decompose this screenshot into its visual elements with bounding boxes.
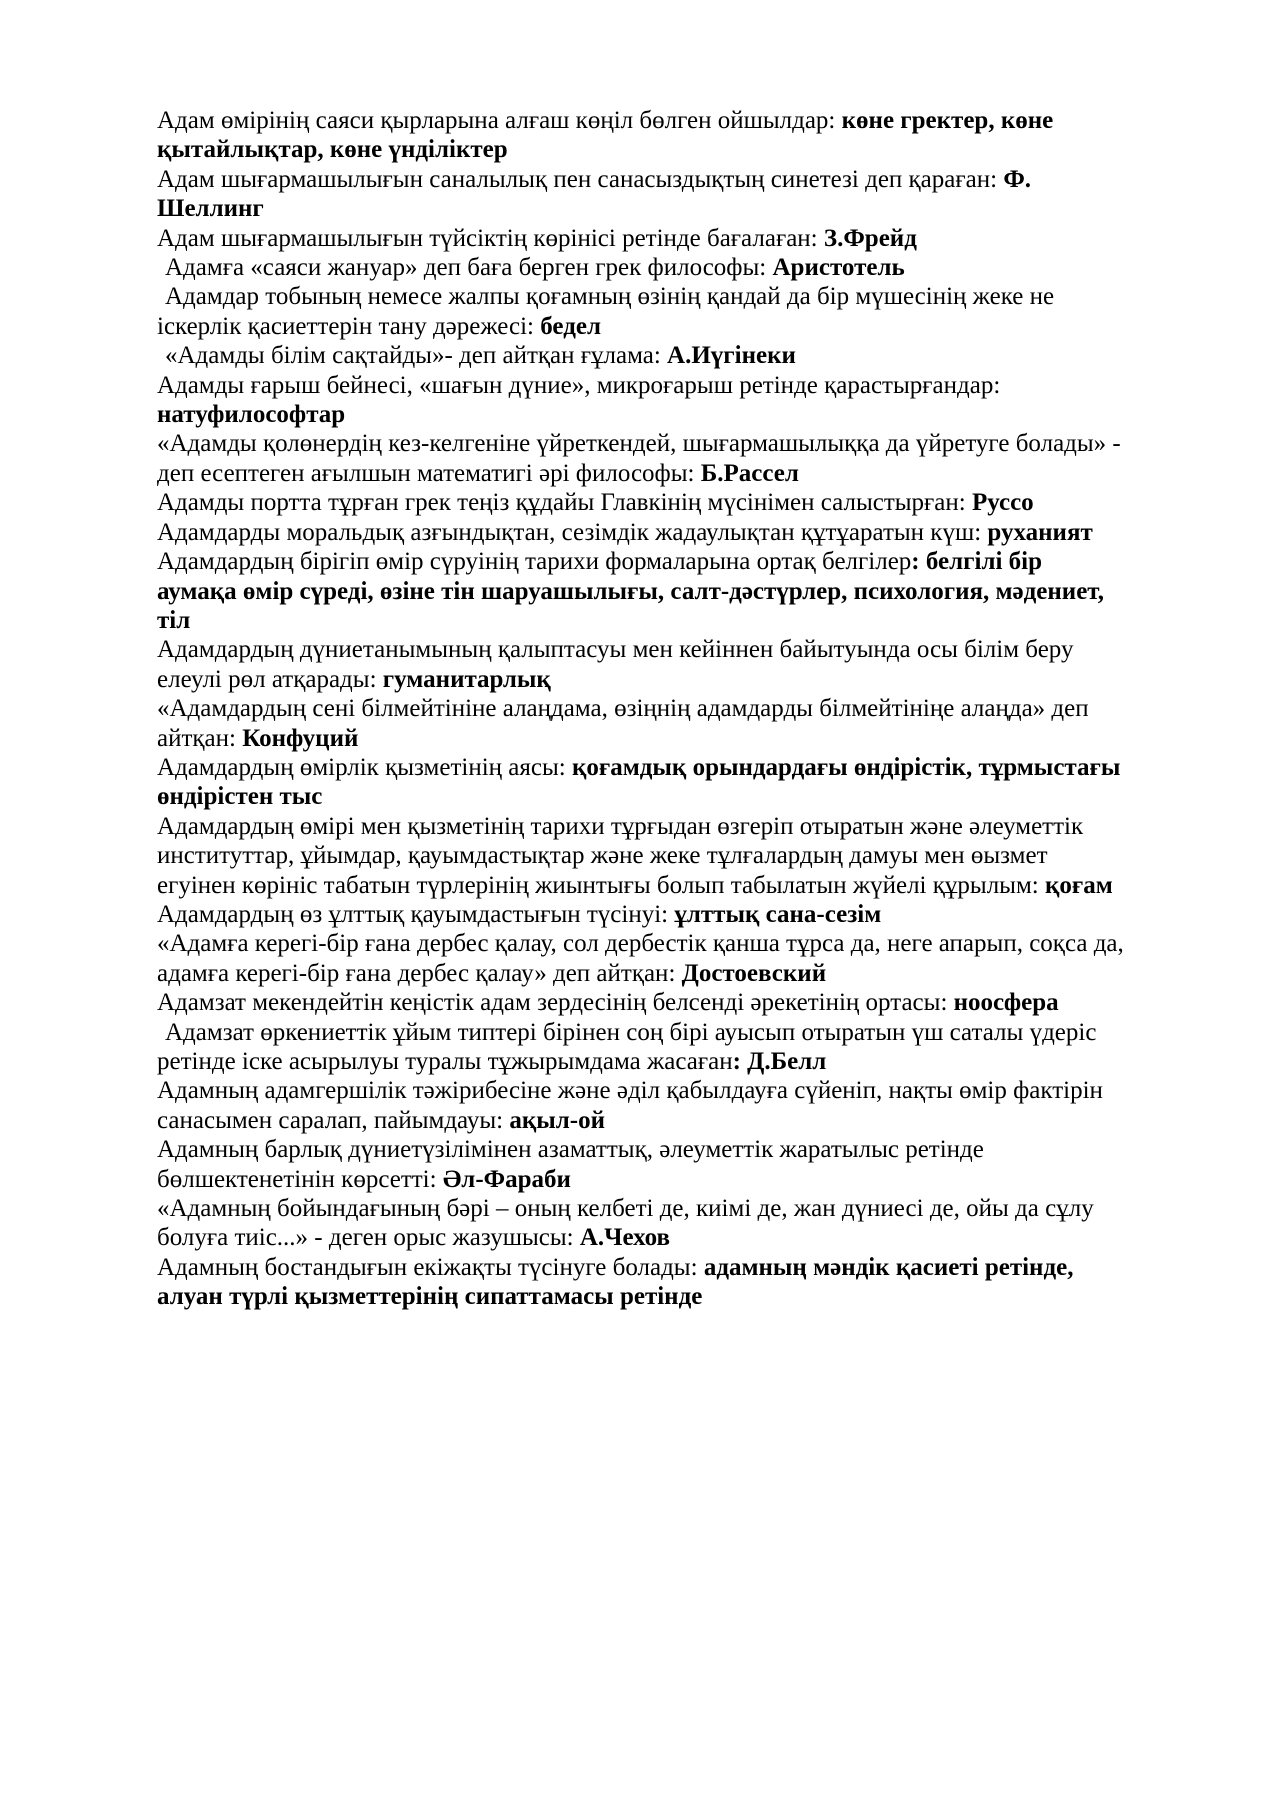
answer-text: А.Чехов bbox=[579, 1224, 671, 1252]
qa-entry bbox=[157, 1194, 1125, 1253]
question-text: Адамзат өркениеттік ұйым типтері бірінен соң бірі ауысып отыратын үш саталы үдеріс ретінде іске асырылуы туралы тұжырымдама жасаған bbox=[157, 1018, 1097, 1075]
question-text: Адам шығармашылығын түйсіктің көрінісі ретінде бағалаған: bbox=[157, 224, 824, 252]
document-text-block bbox=[157, 106, 1125, 1312]
answer-text: Б.Рассел bbox=[700, 459, 799, 487]
question-text: Адамның барлық дүниетүзілімінен азаматтық, әлеуметтік жаратылыс ретінде бөлшектенетінін көрсетті: bbox=[157, 1136, 984, 1193]
answer-text: қоғам bbox=[1045, 871, 1113, 899]
qa-entry bbox=[157, 165, 1125, 224]
question-text: Адамды ғарыш бейнесі, «шағын дүние», микроғарыш ретінде қарастырғандар: bbox=[157, 371, 1001, 399]
answer-text: : белгілі бір аумақа өмір сүреді, өзіне тін шаруашылығы, салт-дәстүрлер, психология, мәдениет, тіл bbox=[157, 548, 1104, 634]
qa-entry bbox=[157, 341, 1125, 370]
qa-entry bbox=[157, 900, 1125, 929]
answer-text: ақыл-ой bbox=[509, 1106, 606, 1134]
qa-entry bbox=[157, 253, 1125, 282]
qa-entry bbox=[157, 106, 1125, 165]
qa-entry bbox=[157, 518, 1125, 547]
qa-entry bbox=[157, 1135, 1125, 1194]
answer-text: Ф. Шеллинг bbox=[157, 165, 1032, 223]
qa-entry bbox=[157, 371, 1125, 430]
question-text: Адамдардың дүниетанымының қалыптасуы мен кейіннен байытуында осы білім беру елеулі рөл атқарады: bbox=[157, 636, 1074, 693]
question-text: Адамның адамгершілік тәжірибесіне және әділ қабылдауға сүйеніп, нақты өмір фактірін санасымен саралап, пайымдауы: bbox=[157, 1077, 1103, 1134]
answer-text: Аристотель bbox=[772, 254, 905, 282]
qa-entry bbox=[157, 282, 1125, 341]
question-text: Адам өмірінің саяси қырларына алғаш көңіл бөлген ойшылдар: bbox=[157, 107, 842, 134]
qa-entry bbox=[157, 753, 1125, 812]
question-text: «Адамға керегі-бір ғана дербес қалау, сол дербестік қанша тұрса да, неге апарып, соқса да, адамға керегі-бір ғана дербес қалау» деп айтқан: bbox=[157, 930, 1124, 987]
answer-text: А.Иүгінеки bbox=[667, 342, 796, 370]
answer-text: натуфилософтар bbox=[157, 401, 346, 429]
answer-text: бедел bbox=[540, 312, 601, 340]
question-text: Адамдарды моральдық азғындықтан, сезімдік жадаулықтан құтұаратын күш: bbox=[157, 518, 988, 546]
answer-text: З.Фрейд bbox=[823, 224, 917, 252]
qa-entry bbox=[157, 988, 1125, 1017]
answer-text: руханият bbox=[987, 518, 1093, 546]
qa-entry bbox=[157, 488, 1125, 517]
qa-entry bbox=[157, 812, 1125, 900]
answer-text: Конфуций bbox=[242, 724, 359, 752]
answer-text: ноосфера bbox=[953, 989, 1059, 1017]
answer-text: қоғамдық орындардағы өндірістік, тұрмыстағы өндірістен тыс bbox=[157, 753, 1121, 811]
answer-text: Руссо bbox=[971, 489, 1034, 517]
question-text: Адамның бостандығын екіжақты түсінуге болады: bbox=[157, 1253, 704, 1281]
question-text: «Адамдардың сені білмейтініне алаңдама, өзіңнің адамдарды білмейтініңе алаңда» деп айтқан: bbox=[157, 695, 1089, 752]
question-text: Адам шығармашылығын саналылық пен санасыздықтың синетезі деп қараған: bbox=[157, 165, 1004, 193]
question-text: «Адамды білім сақтайды»- деп айтқан ғұлама: bbox=[165, 342, 668, 370]
qa-entry bbox=[157, 1076, 1125, 1135]
question-text: «Адамның бойындағының бәрі – оның келбеті де, киімі де, жан дүниесі де, ойы да сұлу болуға тиіс...» - деген орыс жазушысы: bbox=[157, 1195, 1094, 1252]
qa-entry bbox=[157, 224, 1125, 253]
qa-entry bbox=[157, 635, 1125, 694]
question-text: Адамды портта тұрған грек теңіз құдайы Главкінің мүсінімен салыстырған: bbox=[157, 489, 972, 517]
answer-text: көне гректер, көне қытайлықтар, көне үнділіктер bbox=[157, 107, 1054, 164]
question-text: Адамдардың өз ұлттық қауымдастығын түсінуі: bbox=[157, 900, 675, 928]
qa-entry bbox=[157, 547, 1125, 635]
question-text: Адамзат мекендейтін кеңістік адам зердесінің белсенді әрекетінің ортасы: bbox=[157, 989, 954, 1017]
answer-text: гуманитарлық bbox=[382, 665, 551, 693]
answer-text: адамның мәндік қасиеті ретінде, алуан түрлі қызметтерінің сипаттамасы ретінде bbox=[157, 1253, 1074, 1311]
question-text: «Адамды қолөнердің кез-келгеніне үйреткендей, шығармашылыққа да үйретуге болады» - деп есептеген ағылшын математигі әрі философы: bbox=[157, 430, 1121, 487]
qa-entry bbox=[157, 1253, 1125, 1312]
answer-text: ұлттық сана-сезім bbox=[674, 900, 882, 928]
question-text: Адамдар тобының немесе жалпы қоғамның өзінің қандай да бір мүшесінің жеке не іскерлік қасиеттерін тану дәрежесі: bbox=[157, 283, 1055, 340]
question-text: Адамдардың өмірі мен қызметінің тарихи тұрғыдан өзгеріп отыратын және әлеуметтік институттар, ұйымдар, қауымдастықтар және жеке тұлғалардың дамуы мен өызмет егуінен көрініс табатын түрлерінің жиынтығы болып табылатын жүйелі құрылым: bbox=[157, 812, 1084, 899]
question-text: Адамдардың өмірлік қызметінің аясы: bbox=[157, 753, 572, 781]
answer-text: Достоевский bbox=[681, 959, 827, 987]
question-text: Адамдардың бірігіп өмір сүруінің тарихи формаларына ортақ белгілер bbox=[157, 548, 912, 576]
qa-entry bbox=[157, 1018, 1125, 1077]
question-text: Адамға «саяси жануар» деп баға берген грек философы: bbox=[165, 254, 773, 282]
answer-text: : Д.Белл bbox=[732, 1048, 827, 1075]
qa-entry bbox=[157, 429, 1125, 488]
qa-entry bbox=[157, 929, 1125, 988]
qa-entry bbox=[157, 694, 1125, 753]
answer-text: Әл-Фараби bbox=[442, 1165, 571, 1193]
